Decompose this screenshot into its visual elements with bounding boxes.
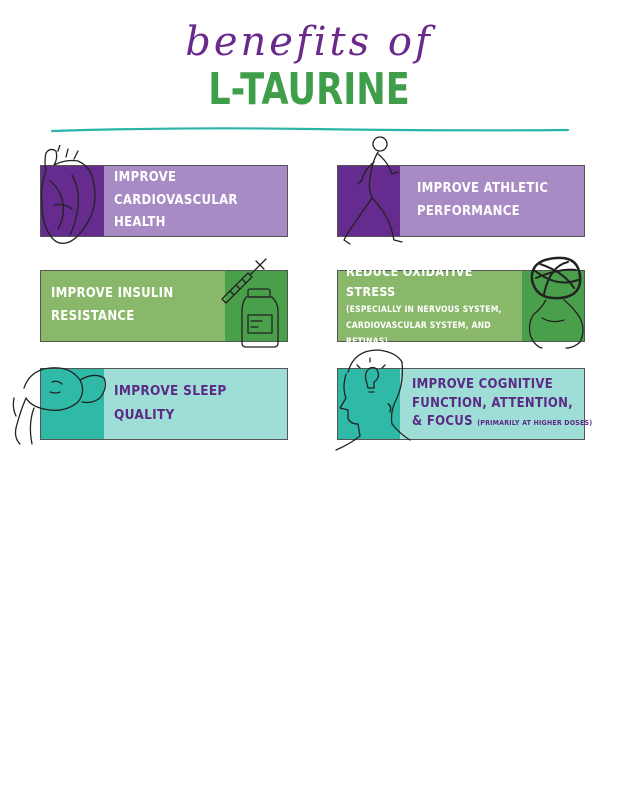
- benefit-card-cognitive: [337, 368, 593, 440]
- card-accent: [338, 369, 400, 439]
- card-label: IMPROVE CARDIOVASCULAR: [114, 169, 238, 208]
- card-label: IMPROVE INSULIN: [51, 286, 174, 302]
- card-note: (PRIMARILY AT HIGHER DOSES): [477, 419, 593, 428]
- card-label: IMPROVE COGNITIVE: [412, 376, 553, 392]
- card-label: FUNCTION, ATTENTION,: [412, 395, 574, 411]
- card-label: REDUCE OXIDATIVE STRESS: [346, 263, 473, 299]
- subtitle-script: benefits of: [185, 19, 433, 65]
- page-title: L-TAURINE: [208, 64, 410, 115]
- card-label: IMPROVE ATHLETIC: [417, 181, 549, 197]
- benefit-card-athletic: [337, 165, 585, 237]
- benefit-card-oxidative-stress: [337, 263, 585, 348]
- benefit-card-insulin: [40, 270, 288, 342]
- card-accent: [41, 166, 104, 236]
- card-label: IMPROVE SLEEP QUALITY: [114, 383, 227, 423]
- title-divider: [50, 126, 570, 134]
- benefit-card-sleep: [40, 368, 288, 440]
- card-label: PERFORMANCE: [417, 204, 520, 219]
- card-note: (ESPECIALLY IN NERVOUS SYSTEM,: [346, 304, 502, 315]
- card-label: HEALTH: [114, 215, 166, 231]
- card-note: CARDIOVASCULAR SYSTEM, AND RETINAS): [346, 320, 491, 348]
- card-accent: [225, 271, 287, 341]
- card-accent: [338, 166, 400, 236]
- card-accent: [522, 271, 584, 341]
- benefit-card-cardiovascular: [40, 165, 288, 237]
- card-label: & FOCUS: [412, 414, 473, 430]
- card-label: RESISTANCE: [51, 309, 135, 324]
- card-accent: [41, 369, 104, 439]
